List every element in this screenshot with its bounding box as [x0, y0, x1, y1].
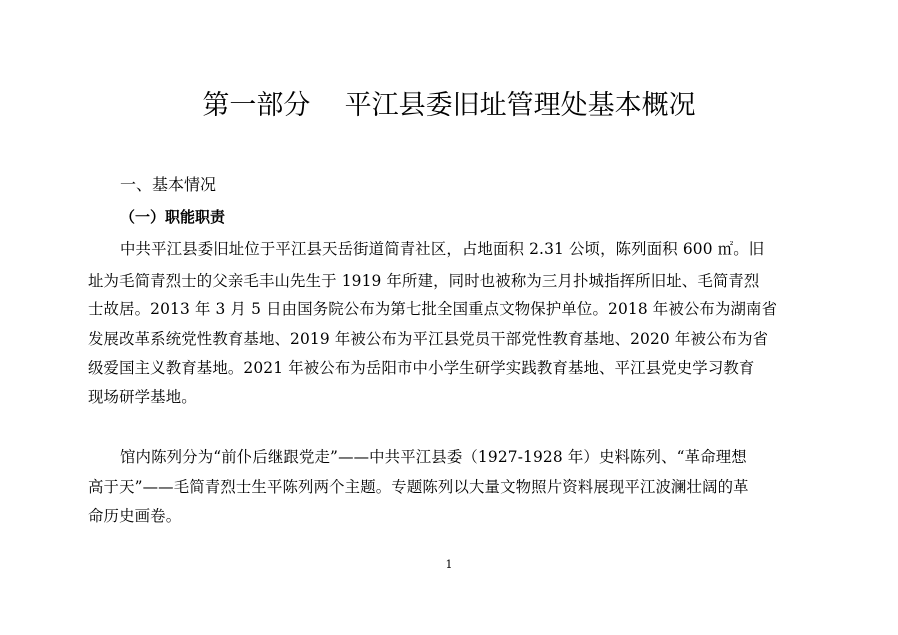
paragraph-line: 中共平江县委旧址位于平江县天岳街道简青社区，占地面积 2.31 公顷，陈列面积 600 ㎡。旧	[120, 240, 765, 258]
paragraph-line: 发展改革系统党性教育基地、2019 年被公布为平江县党员干部党性教育基地、2020 年被公布为省	[88, 330, 769, 348]
paragraph-line: 士故居。2013 年 3 月 5 日由国务院公布为第七批全国重点文物保护单位。2018 年被公布为湖南省	[88, 300, 778, 318]
page-number: 1	[445, 558, 453, 571]
paragraph-line: 馆内陈列分为“前仆后继跟党走”——中共平江县委（1927-1928 年）史料陈列、“革命理想	[120, 448, 747, 466]
paragraph-line: 高于天”——毛简青烈士生平陈列两个主题。专题陈列以大量文物照片资料展现平江波澜壮阔的革	[88, 478, 749, 496]
section-heading: 一、基本情况	[120, 175, 217, 194]
subsection-heading: （一）职能职责	[120, 208, 226, 226]
paragraph-line: 级爱国主义教育基地。2021 年被公布为岳阳市中小学生研学实践教育基地、平江县党史学习教育	[88, 359, 755, 377]
paragraph-line: 现场研学基地。	[88, 388, 197, 406]
paragraph-line: 命历史画卷。	[88, 507, 182, 525]
page-title: 第一部分 平江县委旧址管理处基本概况	[202, 90, 696, 121]
paragraph-line: 址为毛简青烈士的父亲毛丰山先生于 1919 年所建，同时也被称为三月扑城指挥所旧址、毛简青烈	[88, 272, 760, 290]
